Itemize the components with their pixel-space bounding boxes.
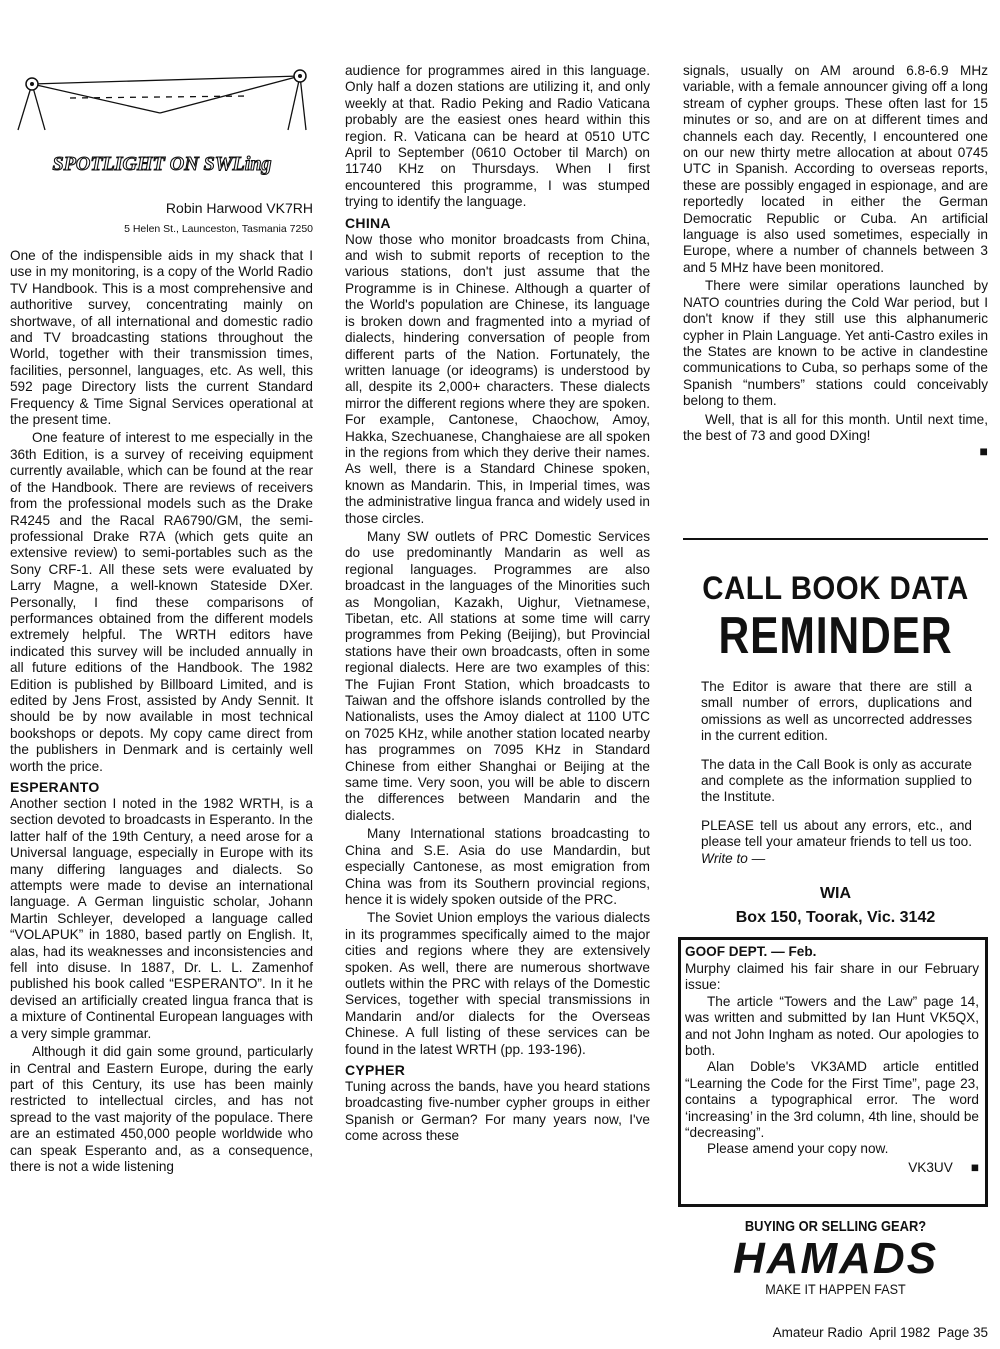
paragraph: Now those who monitor broadcasts from China, and wish to submit reports of reception to the various stations, don't just assume that the Programme is in Chinese. Although a quarter of the World's population are Chinese, its language is broken down and fragmented into a myriad of dialects, hindering conversation of people from different parts of the Nation. Fortunately, the written lanuage (or ideograms) is understood by all, despite its 2,000+ characters. These dialects mirror the different regions where they are spoken. For example, Cantonese, Chaochow, Amoy, Hakka, Szechuanese, Changhaiese are all spoken in the regions from which they derive their names. As well, there is a Standard Chinese spoken, known as Mandarin. This, in Imperial times, was the administrative lingua franca and widely used in those circles. bbox=[345, 231, 650, 526]
hamads-ad bbox=[683, 1218, 988, 1297]
paragraph: Tuning across the bands, have you heard stations broadcasting five-number cypher groups in either Spanish or German? For many years now, I've come across these bbox=[345, 1078, 650, 1144]
page-footer: Amateur Radio April 1982 Page 35 bbox=[772, 1325, 988, 1340]
goof-signature: VK3UV ■ bbox=[908, 1159, 979, 1175]
callbook-title: CALL BOOK DATA bbox=[702, 570, 969, 606]
column-3 bbox=[683, 63, 988, 458]
paragraph: Many SW outlets of PRC Domestic Services do use predominantly Mandarin as well as regional languages. Programmes are also broadcast in the languages of the Minorities such as Mongolian, Kazakh, Uighur, Vietnamese, Tibetan, etc. All stations at some time will carry programmes from Peking (Beijing), but Provincial stations have their own broadcasts, often in some regional dialects. Here are two examples of this: The Fujian Front Station, which broadcasts to Taiwan and the offshore islands controlled by the Nationalists, uses the Amoy dialect at 1100 UTC on 7025 KHz, while another station located nearby has programmes on 7095 KHz in Standard Chinese from either Shanghai or Beijing at the same time. Very soon, you will be able to discern the differences between Mandarin and the dialects. bbox=[345, 528, 650, 823]
spotlight-logo-text: SPOTLIGHT ON SWLing bbox=[52, 153, 272, 175]
end-mark-icon: ■ bbox=[979, 443, 988, 460]
goof-paragraph: The article “Towers and the Law” page 14, was written and submitted by Ian Hunt VK5QX, and not John Ingham as noted. Our apologies to both. bbox=[685, 993, 979, 1059]
paragraph: One of the indispensible aids in my shack that I use in my monitoring, is a copy of the World Radio TV Handbook. This is a most comprehensive and authoritive survey, concentrating mainly on shortwave, of all international and domestic radio and TV broadcasting stations throughout the World, together with their transmission times, facilities, personnel, languages, etc. As well, this 592 page Directory lists the current Standard Frequency & Time Signal Services operational at the present time. bbox=[10, 248, 313, 428]
callbook-address: Box 150, Toorak, Vic. 3142 bbox=[735, 909, 936, 927]
hamads-brand: HAMADS bbox=[732, 1234, 939, 1283]
callbook-paragraph: The data in the Call Book is only as accurate and complete as the information supplied to the Institute. bbox=[701, 756, 972, 805]
paragraph: signals, usually on AM around 6.8-6.9 MHz variable, with a female announcer giving off a long stream of cypher groups. These often last for 15 minutes or so, and are on at different times and channels each day. Recently, I encountered one on our new thirty metre allocation at about 0745 UTC in Spanish. According to overseas reports, these are possibly engaged in espionage, and are reportedly located in either the German Democratic Republic or Cuba. An artificial language is also used sometimes, especially in Europe, where a number of channels between 3 and 5 MHz have been monitored. bbox=[683, 63, 988, 275]
end-mark-icon: ■ bbox=[970, 1159, 979, 1175]
hamads-question: BUYING OR SELLING GEAR? bbox=[744, 1218, 927, 1235]
paragraph: Another section I noted in the 1982 WRTH, is a section devoted to broadcasts in Esperanto. In the latter half of the 19th Century, a need arose for a Universal language, especially in Europe with its many differing languages and dialects. So attempts were made to devise an international language. A German linguistic scholar, Johann Martin Schleyer, developed a language called “VOLAPUK” in 1880, based partly on English. It, alas, had its weaknesses and inconsistencies and fell into disuse. In 1887, Dr. L. L. Zamenhof published his book called “ESPERANTO”. In it he devised an artificially created lingua franca that is a mixture of Continental European languages with a very simple grammar. bbox=[10, 796, 313, 1041]
goof-dept-box bbox=[678, 937, 988, 1207]
callbook-headline: REMINDER bbox=[718, 607, 953, 665]
callbook-paragraph: PLEASE tell us about any errors, etc., and please tell your amateur friends to tell us too. Write to — bbox=[701, 817, 972, 866]
section-heading-cypher: CYPHER bbox=[345, 1061, 406, 1078]
section-heading-china: CHINA bbox=[345, 214, 391, 231]
paragraph: Well, that is all for this month. Until next time, the best of 73 and good DXing! bbox=[683, 411, 988, 443]
paragraph: Many International stations broadcasting to China and S.E. Asia do use Mandardin, but especially Cantonese, as most emigration from China was from its Southern provincial regions, hence it is widely spoken outside of the PRC. bbox=[345, 826, 650, 907]
paragraph: audience for programmes aired in this language. Only half a dozen stations are utilizing it, and only weekly at that. Radio Peking and Radio Vaticana probably are the easiest ones heard within this region. R. Vaticana can be heard at 0510 UTC April to September (0610 October til March) on 11740 KHz on Thursdays. When I first encountered this programme, I was stumped trying to identify the language. bbox=[345, 63, 650, 210]
spotlight-logo bbox=[10, 68, 313, 180]
goof-paragraph: Please amend your copy now. bbox=[707, 1141, 889, 1157]
goof-title: GOOF DEPT. — Feb. bbox=[685, 944, 817, 959]
callbook-paragraph: The Editor is aware that there are still a small number of errors, duplications and omissions as well as uncorrected addresses in the current edition. bbox=[701, 679, 972, 744]
callbook-org: WIA bbox=[819, 885, 852, 903]
antenna-illustration-icon bbox=[10, 68, 313, 180]
section-heading-esperanto: ESPERANTO bbox=[10, 779, 100, 795]
goof-paragraph: Alan Doble's VK3AMD article entitled “Learning the Code for the First Time”, page 23, contains a typographical error. The word ‘increasing’ in the 3rd column, 4th line, should be “decreasing”. bbox=[685, 1059, 979, 1141]
goof-paragraph: Murphy claimed his fair share in our February issue: bbox=[685, 961, 979, 993]
paragraph: One feature of interest to me especially in the 36th Edition, is a survey of receiving equipment currently available, which can be found at the rear of the Handbook. There are reviews of receivers from the professional models such as the Drake R4245 and the Racal RA6790/GM, the semi-professional Drake R7A (which gets quite an extensive review) to semi-portables such as the Sony CRF-1. All these sets were evaluated by Larry Magne, a well-known Stateside DXer. Personally, I find these comparisons of performances obtained from the different models extremely helpful. The WRTH editors have indicated this survey will be included annually in all future editions of the Handbook. The 1982 Edition is published by Billboard Limited, and is edited by Jens Frost, assisted by Andy Sennit. It should be by now available in most technical bookshops or depots. My copy came direct from the publishers in Denmark and is certainly well worth the price. bbox=[10, 430, 313, 774]
author-name: Robin Harwood VK7RH bbox=[165, 200, 313, 216]
hamads-tagline: MAKE IT HAPPEN FAST bbox=[765, 1281, 906, 1297]
paragraph: The Soviet Union employs the various dialects in its programmes specifically aimed to the major cities and regions where they are extensively spoken. As well, there are numerous shortwave outlets within the PRC with relays of the Domestic Services, together with special transmissions in Mandarin and/or dialects for the Overseas Chinese. A full listing of these services can be found in the latest WRTH (pp. 193-196). bbox=[345, 910, 650, 1057]
author-address: 5 Helen St., Launceston, Tasmania 7250 bbox=[124, 223, 313, 235]
column-1 bbox=[10, 248, 313, 1175]
paragraph: Although it did gain some ground, particularly in Central and Eastern Europe, during the early part of this Century, its use has been mainly restricted to intellectual circles, and has not spread to the vast majority of the populace. There are an estimated 450,000 people worldwide who can speak Esperanto and, as a consequence, there is not a wide listening bbox=[10, 1044, 313, 1174]
paragraph: There were similar operations launched by NATO countries during the Cold War period, but I don't know if they still use this alphanumeric cypher in Plain Language. Yet anti-Castro exiles in the States are known to be active in clandestine communications to Cuba, so perhaps some of the Spanish “numbers” stations could conceivably belong to them. bbox=[683, 278, 988, 409]
callbook-notice bbox=[683, 538, 988, 927]
column-2 bbox=[345, 63, 650, 1145]
